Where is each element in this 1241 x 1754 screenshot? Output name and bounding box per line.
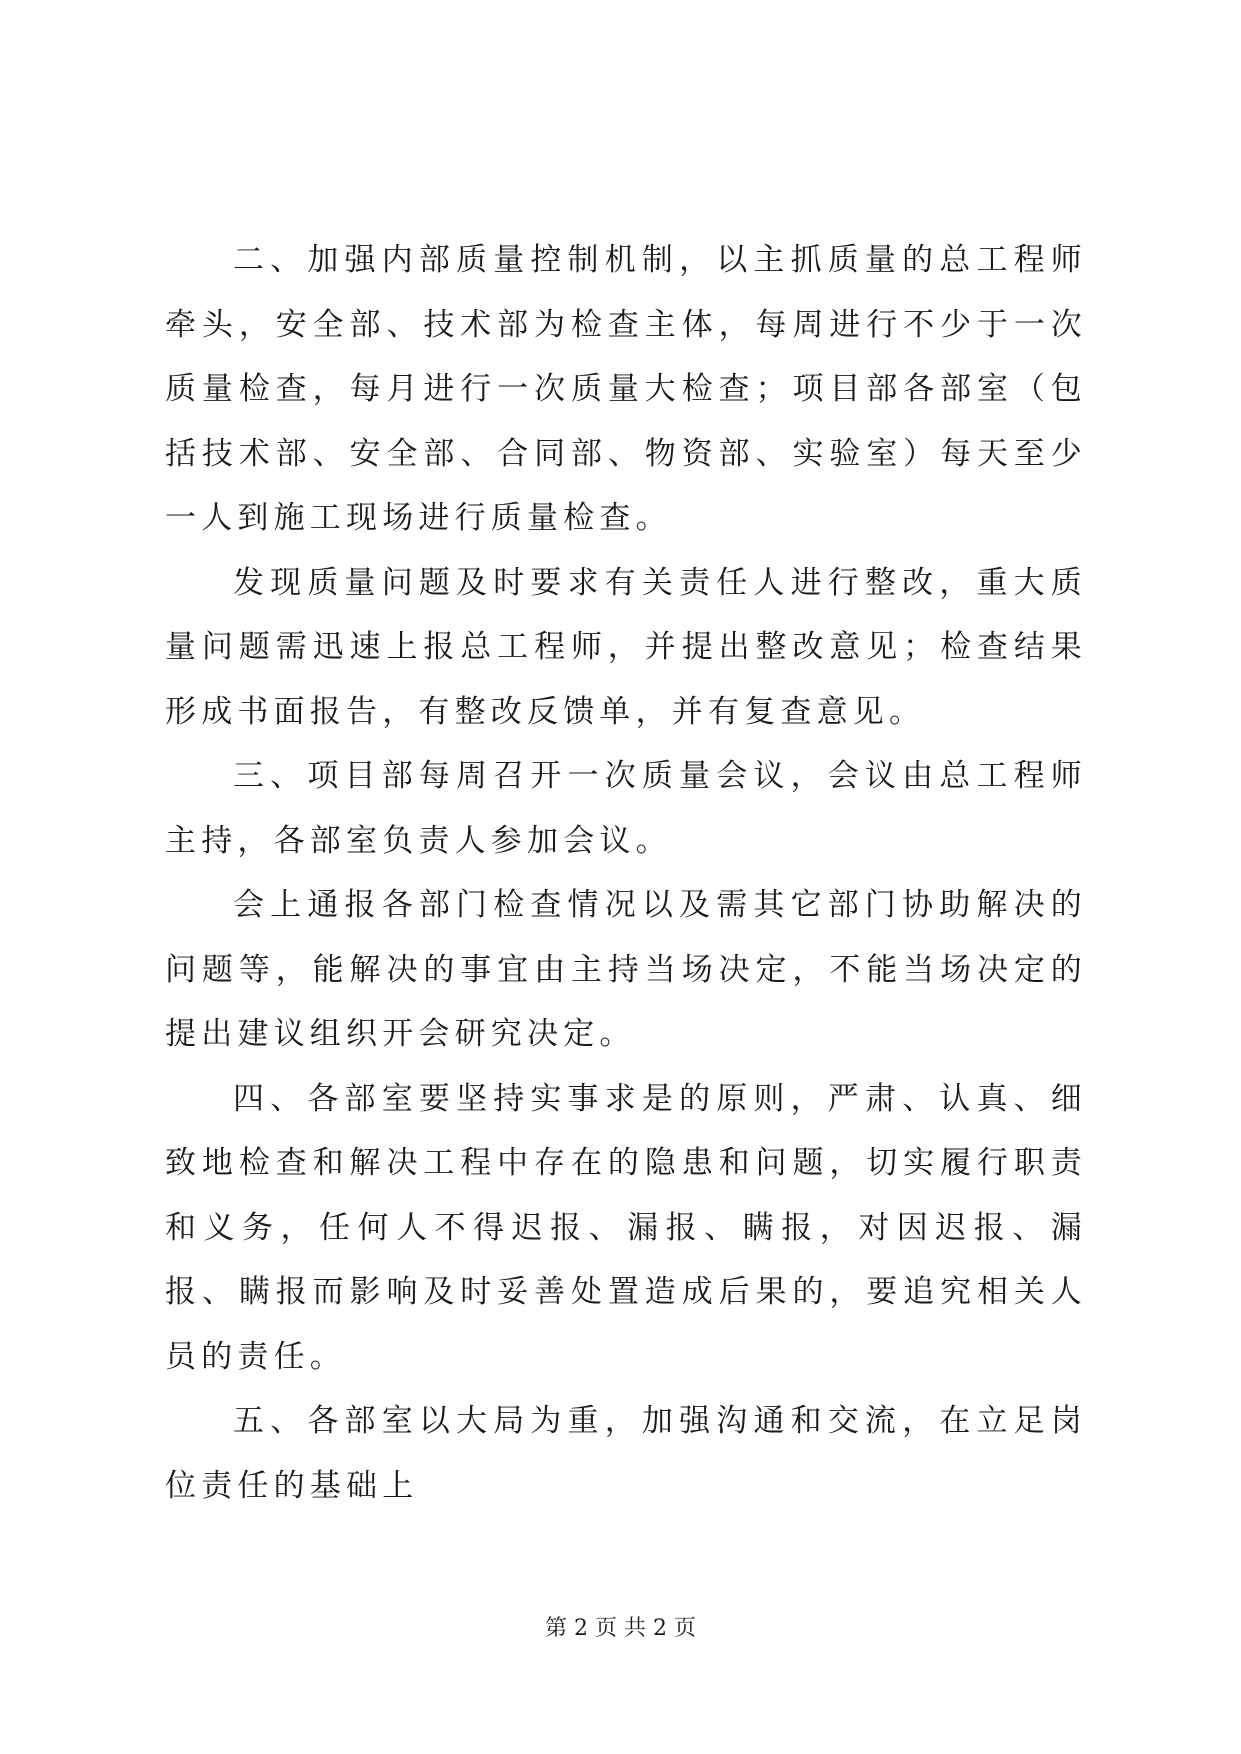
paragraph-3: 三、项目部每周召开一次质量会议，会议由总工程师主持，各部室负责人参加会议。 [165, 758, 1087, 859]
paragraph-6: 五、各部室以大局为重，加强沟通和交流，在立足岗位责任的基础上 [165, 1403, 1087, 1504]
paragraph-5: 四、各部室要坚持实事求是的原则，严肃、认真、细致地检查和解决工程中存在的隐患和问题，切实履行职责和义务，任何人不得迟报、漏报、瞒报，对因迟报、漏报、瞒报而影响及时妥善处置造成后果的，要追究相关人员的责任。 [165, 1080, 1087, 1375]
paragraph-2: 发现质量问题及时要求有关责任人进行整改，重大质量问题需迅速上报总工程师，并提出整改意见；检查结果形成书面报告，有整改反馈单，并有复查意见。 [165, 564, 1087, 730]
document-body [165, 228, 1087, 1518]
page-number-footer: 第 2 页 共 2 页 [545, 1616, 696, 1641]
paragraph-1: 二、加强内部质量控制机制，以主抓质量的总工程师牵头，安全部、技术部为检查主体，每周进行不少于一次质量检查，每月进行一次质量大检查；项目部各部室（包括技术部、安全部、合同部、物资部、实验室）每天至少一人到施工现场进行质量检查。 [165, 242, 1087, 536]
paragraph-4: 会上通报各部门检查情况以及需其它部门协助解决的问题等，能解决的事宜由主持当场决定，不能当场决定的提出建议组织开会研究决定。 [165, 887, 1087, 1052]
